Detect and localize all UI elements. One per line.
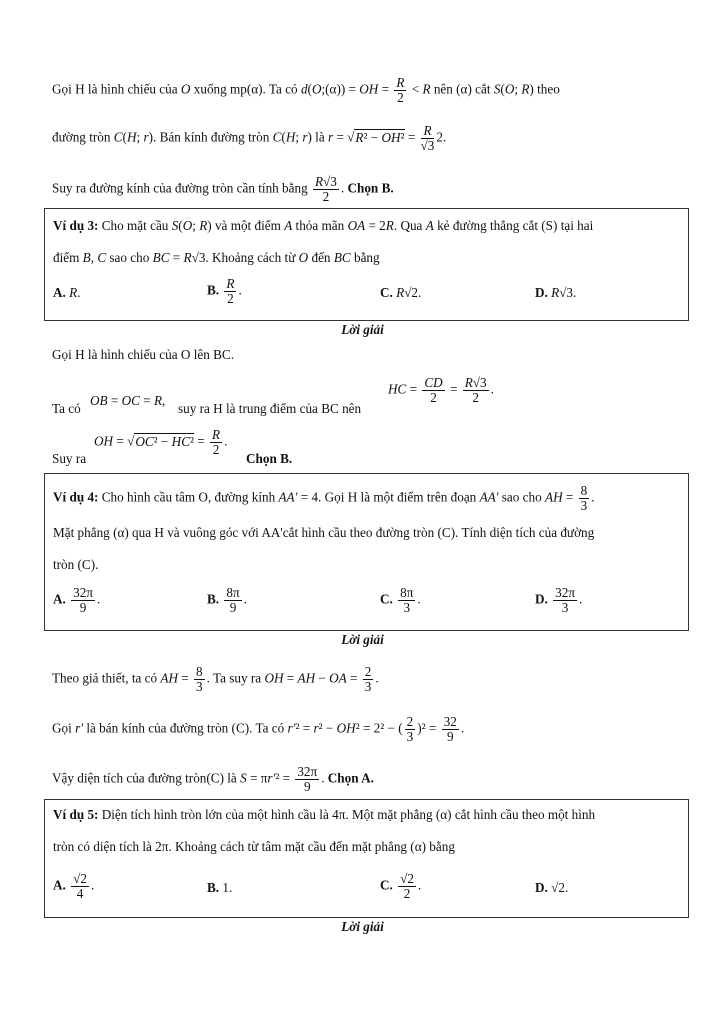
ex3-label: Ví dụ 3: [53,218,99,233]
ex4-option-d: D. $\frac{32\pi}{3}$ . [535,585,583,615]
ex4-line2: Mặt phẳng (α) qua H và vuông góc với AA'cắt hình cầu theo đường tròn (C). Tính diện tích của đường [53,525,595,540]
example-5-box [44,799,689,918]
text: Suy ra đường kính của đường tròn cần tính bằng [52,180,311,196]
example-4-box [44,473,689,631]
ex5-line2: tròn có diện tích là 2π. Khoảng cách từ tâm mặt cầu đến mặt phẳng (α) bằng [53,839,455,854]
ex3-line1: Ví dụ 3: Cho mặt cầu S(O; R) và một điểm A thỏa mãn OA = 2R. Qua A kẻ đường thẳng cắt (S) tại hai [53,218,594,233]
ex5-option-d: D. √2. [535,880,569,895]
ex5-option-c: C. $\frac{√2}{2}$ . [380,871,422,901]
text: . Bán kính đường tròn [153,129,273,145]
sol3-line3: Suy ra OH = √OC² − HC² = $\frac{R}{2}$ . Chọn B. [52,427,293,466]
ex4-option-a: A. $\frac{32\pi}{9}$ . [53,585,101,615]
chon-a: Chọn A. [327,770,374,786]
ex4-line1: Ví dụ 4: Cho hình cầu tâm O, đường kính AA' = 4. Gọi H là một điểm trên đoạn AA' sao cho AH = $\frac{8}{3}$ . [53,483,595,513]
sol4-line1: Theo giả thiết, ta có AH = $\frac{8}{3}$ . Ta suy ra OH = AH − OA = $\frac{2}{3}$ . [52,664,379,694]
text: xuống mp(α). Ta có [190,81,301,97]
solution-title-4: Lời giải [341,632,384,647]
sol4-line3: Vậy diện tích của đường tròn(C) là S = πr'² = $\frac{32\pi}{9}$ . Chọn A. [52,764,374,794]
ex5-line1: Ví dụ 5: Diện tích hình tròn lớn của một hình cầu là 4π. Một mặt phẳng (α) cắt hình cầu theo một hình [53,807,596,822]
ex3-option-a: A. R. [53,285,81,300]
ex5-option-a: A. $\frac{√2}{4}$ . [53,871,95,901]
ex4-option-b: B. $\frac{8\pi}{9}$ . [207,585,247,615]
ex4-line3: tròn (C). [53,557,99,572]
ex5-option-b: B. 1. [207,880,233,895]
text: theo [533,81,560,97]
ex3-option-b: B. $\frac{R}{2}$ . [207,276,242,306]
text: Gọi H là hình chiếu của [52,81,181,97]
ex3-option-d: D. R√3. [535,285,577,300]
p1-line3: Suy ra đường kính của đường tròn cần tính bằng $\frac{R√3}{2}$ . Chọn B. [52,174,394,204]
sol3-line2: Ta có OB = OC = R, suy ra H là trung điểm của BC nên HC = $\frac{CD}{2}$ = $\frac{R√3}{2}$ . [52,375,494,416]
chon-b: Chọn B. [347,180,394,196]
p1-line2: đường tròn C(H; r). Bán kính đường tròn C(H; r) là r = √R² − OH² = R √32. [52,123,447,153]
text: là [311,129,328,145]
ex3-line2: điểm B, C sao cho BC = R√3. Khoảng cách từ O đến BC bằng [53,250,380,265]
solution-title-5: Lời giải [341,919,384,934]
sol3-line1: Gọi H là hình chiếu của O lên BC. [52,347,235,362]
ex4-option-c: C. $\frac{8\pi}{3}$ . [380,585,421,615]
ex3-option-c: C. R√2. [380,285,422,300]
solution-title-3: Lời giải [341,322,384,337]
example-3-box [44,208,689,321]
chon-b: Chọn B. [246,451,293,466]
text: đường tròn [52,129,114,145]
sol4-line2: Gọi r' là bán kính của đường tròn (C). Ta có r'² = r² − OH² = 2² − ( $\frac{2}{3}$ )² = $\frac{32}{9}$ . [52,714,465,744]
p1-line1: Gọi H là hình chiếu của O xuống mp(α). Ta có d(O;(α)) = OH = $\frac{R}{2}$ < R nên (α) cắt S(O; R) theo [52,75,560,105]
text: nên (α) cắt [433,81,494,97]
